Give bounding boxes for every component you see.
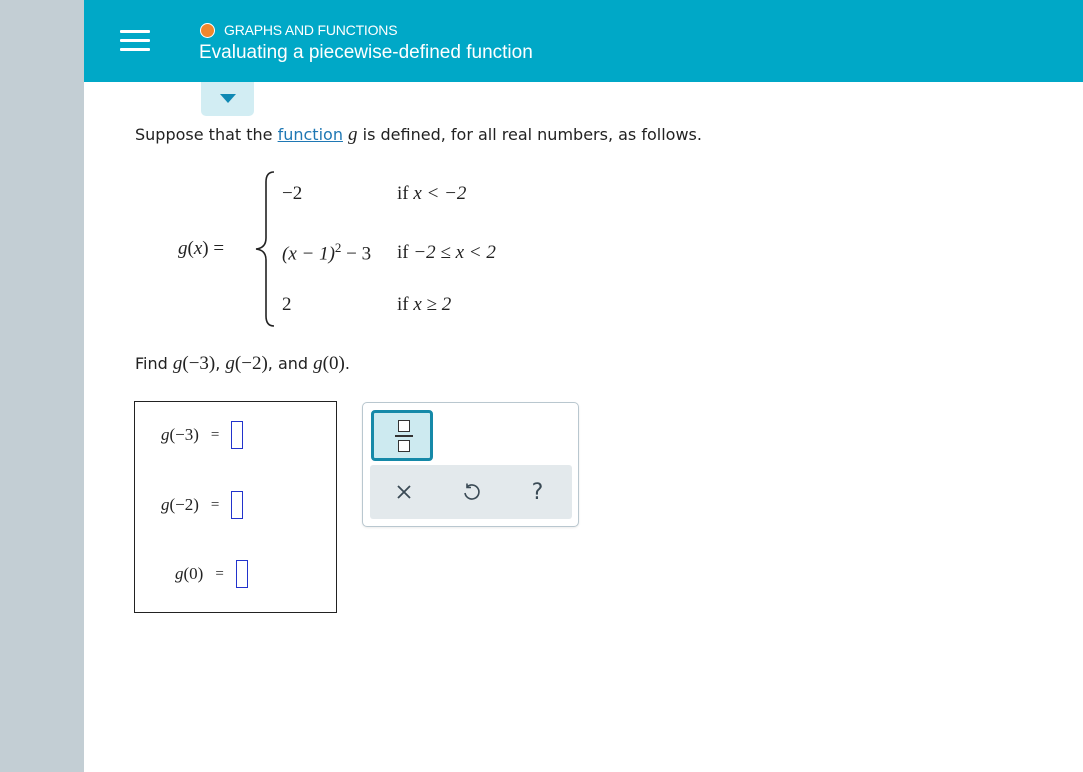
answer-2-input[interactable] [231,491,243,519]
help-button[interactable] [504,465,571,519]
case-2-exponent: 2 [334,240,342,255]
answer-row-3 [175,560,248,588]
collapse-toggle-button[interactable] [201,82,254,116]
fraction-button[interactable] [371,410,433,461]
case-3-condition [397,294,451,316]
clear-button[interactable] [370,465,437,519]
answer-box [134,401,337,613]
fraction-denominator-icon [398,440,410,452]
case-3-expr: 2 [282,294,292,315]
lesson-title: Evaluating a piecewise-defined function [199,42,533,63]
case-3-cond-text: x ≥ 2 [413,294,452,315]
keypad-tool-row [370,465,572,519]
case-2-cond-text: −2 ≤ x < 2 [413,242,496,263]
case-2-condition [397,242,496,264]
answer-2-arg: (−2) [169,495,199,514]
hamburger-menu-icon[interactable] [120,30,150,56]
topic-status-dot-icon [200,23,215,38]
find-instruction [135,353,350,375]
topic-label: GRAPHS AND FUNCTIONS [224,22,398,38]
prompt-text-after: is defined, for all real numbers, as follows. [357,125,702,144]
answer-row-2 [161,491,243,519]
find-g3: g [313,353,323,374]
undo-button[interactable] [437,465,504,519]
answer-2-func: g [161,495,170,514]
answer-1-arg: (−3) [169,425,199,444]
left-brace [252,170,278,328]
function-name: g [348,124,358,145]
case-3-if: if [397,294,414,315]
prompt-text-before: Suppose that the [135,125,278,144]
case-2-expr-tail: − 3 [341,243,372,265]
answer-3-arg: (0) [183,564,204,583]
lhs-var: x [193,238,203,259]
caret-down-icon [220,94,236,103]
answer-3-func: g [175,564,184,583]
find-arg2: (−2) [234,353,268,374]
lhs-func: g [178,238,188,259]
find-end: . [344,354,350,373]
answer-row-1 [161,421,243,449]
case-2-expr-base: (x − 1) [282,243,335,265]
undo-icon [461,482,481,502]
find-sep1: , [215,354,226,373]
case-1-condition [397,183,466,205]
answer-1-equals: = [210,426,220,443]
function-link[interactable]: function [277,125,343,144]
find-arg1: (−3) [182,353,216,374]
answer-2-equals: = [210,496,220,513]
math-keypad [362,402,579,527]
find-g1: g [172,353,183,374]
header-bar [84,0,1083,82]
fraction-numerator-icon [398,420,410,432]
fraction-bar-icon [395,435,413,437]
case-2-expr [282,240,371,265]
find-label: Find [135,354,173,373]
answer-3-input[interactable] [236,560,248,588]
problem-prompt [135,124,702,146]
case-1-if: if [397,183,414,204]
find-sep2: , and [267,354,314,373]
answer-1-input[interactable] [231,421,243,449]
help-icon: ? [531,479,544,505]
answer-3-equals: = [215,565,224,582]
find-g2: g [225,353,235,374]
left-rail [0,0,84,772]
answer-1-func: g [161,425,170,444]
case-1-expr: −2 [282,183,303,204]
topic-row [200,22,397,38]
piecewise-lhs: g(x) = [178,238,225,259]
find-arg3: (0) [322,353,345,374]
clear-x-icon [396,484,412,500]
case-2-if: if [397,242,414,263]
case-1-cond-text: x < −2 [413,183,467,204]
